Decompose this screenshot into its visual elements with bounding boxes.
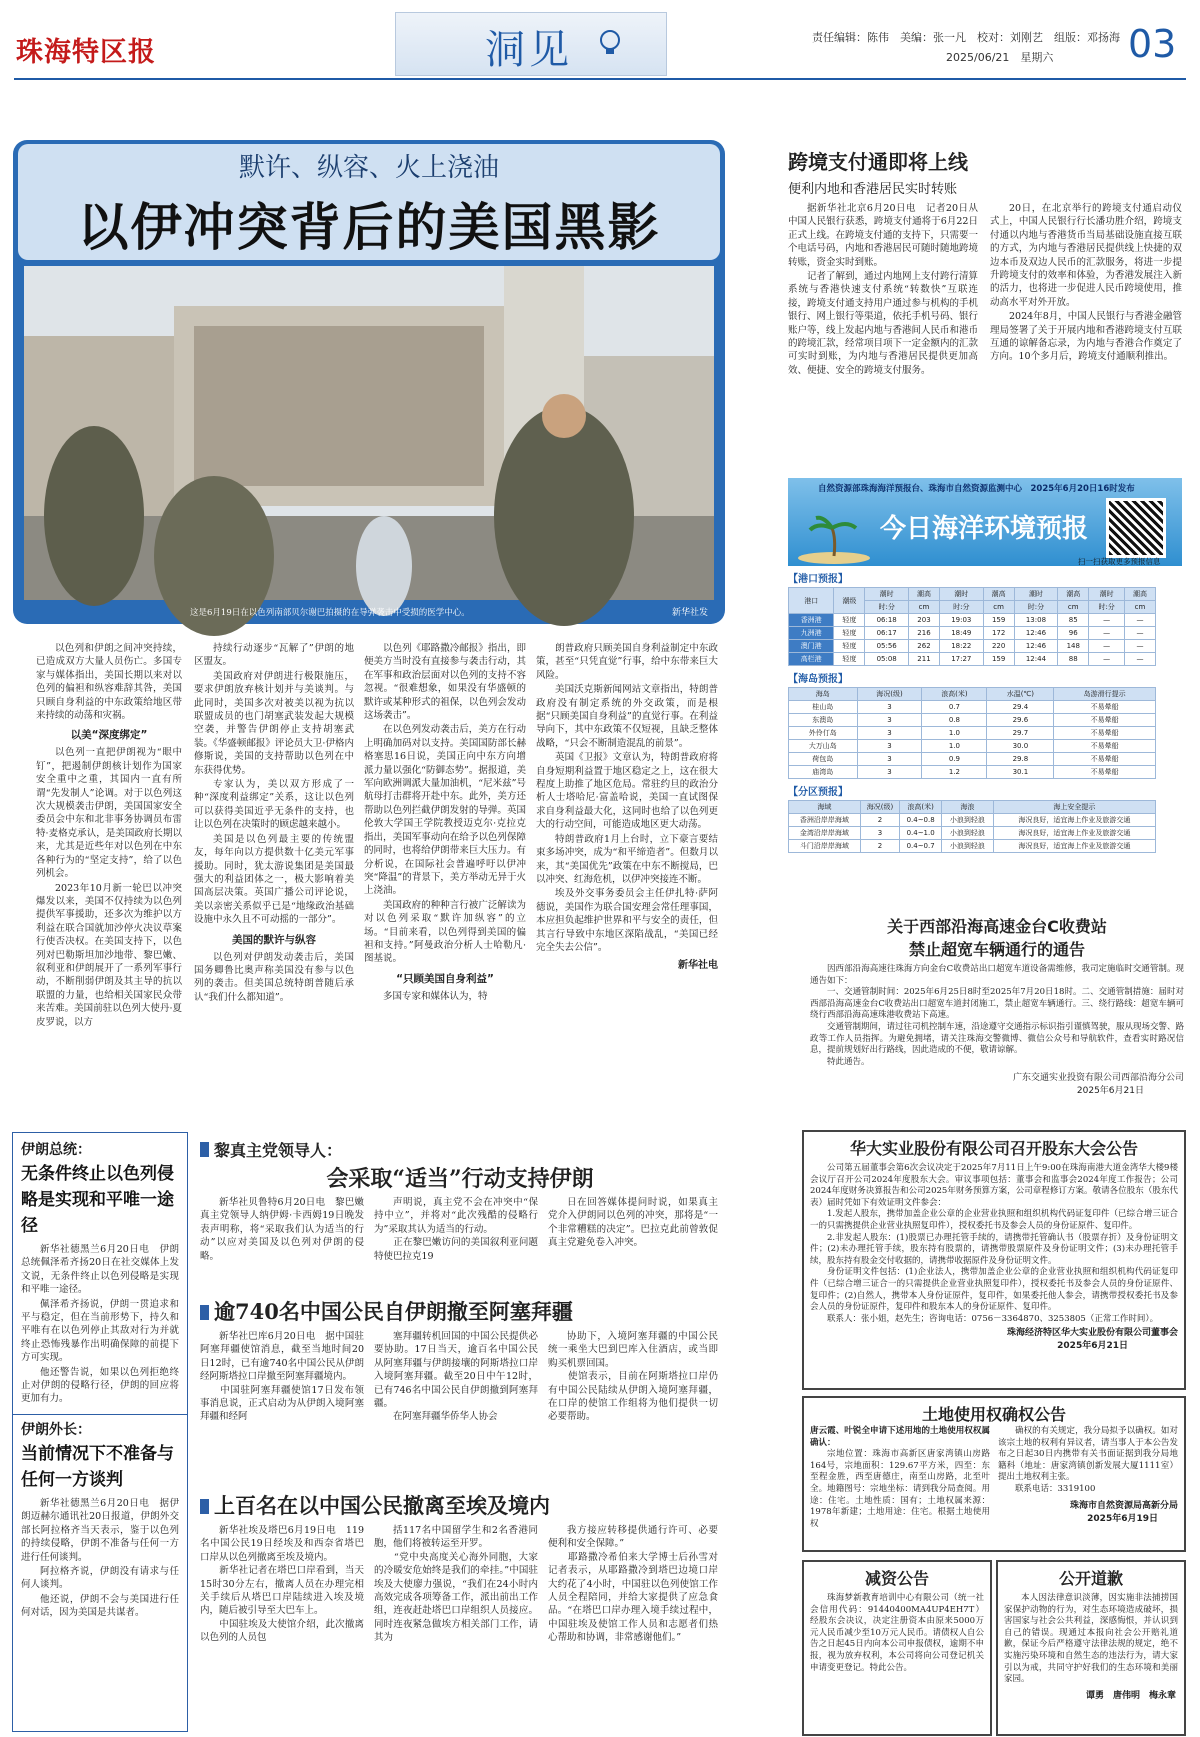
port-unit: cm <box>1058 601 1089 614</box>
lead-paragraph: 以色列对伊朗发动袭击后，美国国务卿鲁比奥声称美国没有参与以色列的袭击。但美国总统特朗普随后承认“我们什么都知道”。 <box>194 951 354 1003</box>
sidebar-paragraph: 阿拉格齐说，伊朗没有请求与任何人谈判。 <box>21 1565 179 1591</box>
notice-signer: 谭勇 唐伟明 梅永章 <box>1085 1690 1176 1701</box>
port-row <box>789 653 1156 666</box>
land-notice <box>802 1396 1186 1552</box>
lead-photo <box>24 266 714 600</box>
island-row <box>789 727 1156 740</box>
port-row-cell: 203 <box>909 614 940 627</box>
port-row-cell: 159 <box>983 653 1014 666</box>
lead-column-2 <box>194 642 354 1120</box>
port-col-header: 潮高 <box>1125 588 1156 601</box>
news3-headline <box>200 1490 720 1520</box>
shareholder-notice <box>802 1130 1186 1390</box>
lightbulb-icon <box>595 28 625 62</box>
zone-col-header: 海况(级) <box>860 801 899 814</box>
payment-paragraph: 记者了解到，通过内地网上支付跨行清算系统与香港快速支付系统“转数快”互联连接，跨境支付通支持用户通过参与机构的手机银行、网上银行等渠道，依托手机号码、银行账户等，线上发起内地与香港间人民币和港币的跨境汇款，经常项目项下一定金额内的汇款可实时到账，为内地与香港居民提供更加高效、便捷、安全的跨境支付服务。 <box>788 271 979 376</box>
island-row-cell: 3 <box>857 701 922 714</box>
port-row-name: 九洲港 <box>789 627 834 640</box>
port-row-cell: 172 <box>983 627 1014 640</box>
notice-paragraph: 珠海梦新教育培训中心有限公司（统一社会信用代码：91440400MA4UP4EH7T）经股东会决议，决定注册资本由原来5000万元人民币减少至10万元人民币。请债权人自公告之日起45日内向本公司申报债权，逾期不申报，视为放弃权利，本公司将向公司登记机关申请变更登记。特此公告。 <box>810 1593 984 1673</box>
editor-credits: 责任编辑：陈伟 美编：张一凡 校对：刘刚艺 组版：邓扬海 <box>812 31 1120 44</box>
issue-date: 2025/06/21 星期六 <box>946 51 1054 64</box>
sidebar-paragraph: 他还警告说，如果以色列拒绝终止对伊朗的侵略行径，伊朗的回应将更加有力。 <box>21 1366 179 1405</box>
zone-row-cell: 0.4~0.8 <box>900 814 942 827</box>
ocean-title: 今日海洋环境预报 <box>880 514 1089 544</box>
island-row-cell: 不易晕船 <box>1054 740 1156 753</box>
port-row-cell: — <box>1089 640 1125 653</box>
news2-headline-text: 逾740名中国公民自伊朗撤至阿塞拜疆 <box>214 1299 573 1324</box>
port-col-header: 潮时 <box>1089 588 1125 601</box>
port-col-header: 潮时 <box>939 588 983 601</box>
news3-headline-text: 上百名在以中国公民撤离至埃及境内 <box>214 1493 550 1518</box>
port-row-cell: 85 <box>1058 614 1089 627</box>
lead-paragraph: 英国《卫报》文章认为，特朗普政府将自身短期利益置于地区稳定之上，这在很大程度上助推了地区危局。常驻约旦的政治分析人士塔哈尼·富盖哈说，美国一直试图保求自身利益最大化，这同时也给了以色列更大的行动空间，可能造成地区更大动荡。 <box>536 752 718 831</box>
port-row <box>789 627 1156 640</box>
apology-title: 公开道歉 <box>1058 1569 1123 1588</box>
island-row-cell: 30.1 <box>987 766 1054 779</box>
port-row-cell: — <box>1089 653 1125 666</box>
port-forecast-label: 【港口预报】 <box>788 574 848 585</box>
lead-paragraph: 朗普政府只顾美国自身利益制定中东政策，甚至“只凭直觉”行事，给中东带来巨大风险。 <box>536 643 718 681</box>
zone-col-header: 海上安全提示 <box>993 801 1155 814</box>
news2-column <box>548 1330 718 1478</box>
island-row-cell: 不易晕船 <box>1054 766 1156 779</box>
lead-paragraph: 特朗普政府1月上台时，立下豪言要结束多场冲突，成为“和平缔造者”。但数月以来，其“美国优先”政策在中东不断搅局，巴以冲突、红海危机，以伊冲突接连不断。 <box>536 833 718 885</box>
lead-paragraph: 持续行动逐步“瓦解了”伊朗的地区盟友。 <box>194 643 354 668</box>
capital-reduction-title: 减资公告 <box>864 1569 929 1588</box>
island-row-cell: 0.9 <box>922 753 987 766</box>
port-row-cell: 05:08 <box>865 653 909 666</box>
port-col-header: 潮高 <box>909 588 940 601</box>
zone-forecast-table <box>788 800 1156 853</box>
port-row-cell: 159 <box>983 614 1014 627</box>
news2-headline <box>200 1296 720 1326</box>
masthead <box>0 0 1200 82</box>
news1-column <box>200 1196 364 1290</box>
island-forecast-table <box>788 687 1156 779</box>
news1-kicker <box>200 1138 342 1161</box>
port-unit: cm <box>983 601 1014 614</box>
news-paragraph: 声明说，真主党不会在冲突中“保持中立”，并将对“此次残酷的侵略行为”采取其认为适当的行动。 正在黎巴嫩访问的美国叙利亚问题特使巴拉克19 <box>374 1197 538 1262</box>
port-unit: 时:分 <box>865 601 909 614</box>
section-bar-icon <box>200 1305 209 1320</box>
notice-date: 2025年6月21日 <box>1057 1341 1128 1352</box>
notice-date: 2025年6月21日 <box>1076 1086 1144 1097</box>
notice-paragraph: 身份证明文件包括：(1)企业法人，携带加盖企业公章的企业营业执照和组织机构代码证复印件（已综合增三证合一的只需提供企业营业执照复印件），授权委托书及参会人员的身份证原件、复印件；(2)自然人，携带本人身份证原件，复印件，如果委托他人参会，请携带授权委托书及参会人员的身份证原件，复印件和股东本人的身份证原件、复印件。 <box>810 1267 1178 1313</box>
news3-column <box>200 1524 364 1730</box>
notice-paragraph: 因西部沿海高速往珠海方向金台C收费站出口超宽车道设备需维修，我司定施临时交通管制。现通告如下： <box>810 964 1184 986</box>
port-row-cell: 18:49 <box>939 627 983 640</box>
port-row-cell: 148 <box>1058 640 1089 653</box>
sidebar-paragraph: 佩泽希齐扬说，伊朗一贯追求和平与稳定，但在当前形势下，持久和平唯有在以色列停止其敌对行为并就终止恐怖残暴作出明确保障的前提下方可实现。 <box>21 1298 179 1364</box>
island-row <box>789 701 1156 714</box>
sidebar-paragraph: 他还说，伊朗不会与美国进行任何对话，因为美国是共谋者。 <box>21 1593 179 1619</box>
notice-paragraph: 公司第五届董事会第6次会议决定于2025年7月11日上午9:00在珠海南港大道金湾华大楼9楼会议厅召开公司2024年度股东大会。审议事项包括：董事会和监事会2024年度工作报告；公司2024年度财务决算报告和公司2025年财务预算方案，公司章程修订方案。敬请各位股东（股东代表）届时凭如下有效证明文件参会： <box>810 1163 1178 1208</box>
news3-column <box>548 1524 718 1730</box>
payment-column-1 <box>788 202 978 434</box>
port-row-cell: 12:46 <box>1014 640 1058 653</box>
news-paragraph: 括117名中国留学生和2名香港同胞，他们将被转运至开罗。 “党中央高度关心海外同胞，大家的冷暖安危始终是我们的牵挂。”中国驻埃及大使廖力强说，“我们在24小时内高效完成各项筹备工作，派出前出工作组，连夜赶赴塔巴口岸组织人员接应。同时连夜紧急做埃方相关部门工作，请其为 <box>374 1525 538 1644</box>
island-col-header: 岛游滑行提示 <box>1054 688 1156 701</box>
port-row-cell: 轻度 <box>834 653 865 666</box>
lead-subhead: 以美“深度绑定” <box>70 729 148 742</box>
island-row-cell: 不易晕船 <box>1054 727 1156 740</box>
port-row-cell: 220 <box>983 640 1014 653</box>
zone-row-cell: 海况良好，适宜海上作业及旅游交通 <box>993 814 1155 827</box>
port-row-name: 高栏港 <box>789 653 834 666</box>
notice-paragraph: 交通管制期间，请过往司机控制车速，沿途遵守交通指示标识指引谨慎驾驶，服从现场交警、路政等工作人员指挥。为避免拥堵，请关注珠海交警微博、微信公众号和导航软件，查看实时路况信息，提前规划好出行路线，因此造成的不便，敬请谅解。 <box>810 1021 1185 1056</box>
zone-row-name: 香洲沿岸岸海域 <box>789 814 861 827</box>
island-row-cell: 0.7 <box>922 701 987 714</box>
zone-row-cell: 小浪到轻浪 <box>942 827 994 840</box>
port-row-cell: 17:27 <box>939 653 983 666</box>
qr-code-icon[interactable] <box>1106 498 1166 558</box>
port-row-cell: 13:08 <box>1014 614 1058 627</box>
port-col-header: 潮时 <box>1014 588 1058 601</box>
payment-paragraph: 20日，在北京举行的跨境支付通启动仪式上，中国人民银行行长潘功胜介绍，跨境支付通以内地与香港货币当局基础设施直接互联的方式，为内地与香港居民提供线上快捷的双边本币及双边人民币的汇款服务，将进一步提升跨境支付的效率和体验，为香港发展注入新的活力，也将进一步促进人民币跨境使用，推动高水平对外开放。 <box>990 203 1182 308</box>
lead-paragraph: 美国政府的种种言行被广泛解读为对以色列采取“默许加纵容”的立场。“目前来看，以色列得到美国的偏袒和支持。”阿曼政治分析人士哈勒凡·图基说。 <box>364 899 526 965</box>
qr-caption: 扫一扫获取更多预报信息 <box>1078 557 1161 566</box>
zone-row-cell: 小浪到轻浪 <box>942 840 994 853</box>
port-row-cell: — <box>1089 614 1125 627</box>
island-row-cell: 3 <box>857 727 922 740</box>
notice-paragraph: 确权的有关规定，我分局拟予以确权。如对该宗土地的权利有异议者，请当事人于本公告发布之日起30日内携带有关书面证据到我分局地籍科（地址：唐家湾镇创新发展大厦1111室）提出土地权利主张。 联系电话：3319100 <box>998 1426 1178 1494</box>
port-row-cell: — <box>1125 653 1156 666</box>
port-row-cell: 18:22 <box>939 640 983 653</box>
lead-kicker: 默许、纵容、火上浇油 <box>238 153 499 183</box>
page-number: 03 <box>1128 22 1177 66</box>
port-unit: cm <box>909 601 940 614</box>
lead-paragraph: 专家认为，美以双方形成了一种“深度利益绑定”关系，这让以色列可以获得美国近乎无条件的支持，也让以色列在决策时的顾虑越来越小。 <box>194 779 354 831</box>
zone-row-name: 金湾沿岸岸海域 <box>789 827 861 840</box>
port-row-cell: 88 <box>1058 653 1089 666</box>
port-row-name: 香洲港 <box>789 614 834 627</box>
port-col-header: 潮级 <box>834 588 865 614</box>
lead-photo-caption: 这是6月19日在以色列南部贝尔谢巴拍摄的在导弹袭击中受损的医学中心。 <box>190 608 470 618</box>
notice-signer: 珠海经济特区华大实业股份有限公司董事会 <box>1006 1328 1178 1339</box>
zone-row-cell: 2 <box>860 814 899 827</box>
news-paragraph: 新华社埃及塔巴6月19日电 119名中国公民19日经埃及和西奈省塔巴口岸从以色列撤离至埃及境内。 新华社记者在塔巴口岸看到，当天15时30分左右，撤离人员在办理完相关手续后从塔巴口岸陆续进入埃及境内，随后被引导至大巴车上。 中国驻埃及大使馆介绍，此次撤离以色列的人员包 <box>200 1525 364 1644</box>
zone-row-cell: 海况良好，适宜海上作业及旅游交通 <box>993 827 1155 840</box>
port-col-header: 港口 <box>789 588 834 614</box>
island-row-cell: 3 <box>857 714 922 727</box>
island-row-name: 东澳岛 <box>789 714 858 727</box>
payment-paragraph: 据新华社北京6月20日电 记者20日从中国人民银行获悉，跨境支付通将于6月22日正式上线。在跨境支付通的支持下，只需要一个电话号码，内地和香港居民可随时随地跨境转账，资金实时到账。 <box>788 203 979 268</box>
lead-paragraph: 以色列和伊朗之间冲突持续，已造成双方大量人员伤亡。多国专家与媒体指出，美国长期以来对以色列的偏袒和纵容难辞其咎，美国只顾自身利益的中东政策给地区带来持续的动荡和灾祸。 <box>36 643 182 722</box>
port-col-header: 潮时 <box>865 588 909 601</box>
port-row-cell: 262 <box>909 640 940 653</box>
zone-col-header: 海浪 <box>942 801 994 814</box>
news-paragraph: 塞拜疆转机回国的中国公民提供必要协助。17日当天，逾百名中国公民从阿塞拜疆与伊朗接壤的阿斯塔拉口岸入境阿塞拜疆。截至20日中午12时，已有746名中国公民自伊朗撤到阿塞拜疆。 在阿塞拜疆华侨华人协会 <box>374 1331 538 1423</box>
island-row-cell: 1.0 <box>922 740 987 753</box>
port-unit: 时:分 <box>1089 601 1125 614</box>
news3-column <box>374 1524 538 1730</box>
news-paragraph: 我方接应转移提供通行许可、必要便利和安全保障。” 耶路撒冷希伯来大学博士后孙雪对记者表示，从耶路撒冷到塔巴边境口岸大约花了4小时，中国驻以色列使馆工作人员全程陪同，并给大家提供了应急食品。“在塔巴口岸办理入境手续过程中，中国驻埃及使馆工作人员和志愿者们热心帮助和协调，非常感谢他们。” <box>548 1525 718 1644</box>
paper-logo: 珠海特区报 <box>16 37 156 68</box>
island-icon <box>794 512 874 564</box>
zone-row-cell: 小浪到轻浪 <box>942 814 994 827</box>
port-unit: 时:分 <box>1014 601 1058 614</box>
capital-reduction-notice <box>802 1560 992 1736</box>
island-row-cell: 29.6 <box>987 714 1054 727</box>
zone-col-header: 浪高(米) <box>900 801 942 814</box>
news-paragraph: 新华社贝鲁特6月20日电 黎巴嫩真主党领导人纳伊姆·卡西姆19日晚发表声明称，将“采取我们认为适当的行动”以应对美国及以色列对伊朗的侵略。 <box>200 1197 364 1262</box>
island-forecast-label: 【海岛预报】 <box>788 674 848 685</box>
island-row-name: 庙湾岛 <box>789 766 858 779</box>
sidebar-headline: 无条件终止以色列侵略是实现和平唯一途径 <box>21 1164 174 1236</box>
section-bar-icon <box>200 1499 209 1514</box>
island-col-header: 海岛 <box>789 688 858 701</box>
zone-row-cell: 0.4~1.0 <box>900 827 942 840</box>
sidebar-paragraph: 新华社德黑兰6月20日电 据伊朗迈赫尔通讯社20日报道，伊朗外交部长阿拉格齐当天表示，鉴于以色列的持续侵略，伊朗不准备与任何一方进行任何谈判。 <box>21 1497 179 1563</box>
island-row-cell: 29.8 <box>987 753 1054 766</box>
lead-paragraph: 美国政府对伊朗进行极限施压，要求伊朗放弃核计划并与美谈判。与此同时，美国多次对被美以视为抗以联盟成员的也门胡塞武装发起大规模空袭，并警告伊朗停止支持胡塞武装。《华盛顿邮报》评论员大卫·伊格内修斯说，美国的支持帮助以色列在中东获得优势。 <box>194 670 354 776</box>
notice-paragraph: 1.发起人股东，携带加盖企业公章的企业营业执照和组织机构代码证复印件（已综合增三证合一的只需携提供企业营业执照复印件），授权委托书及参会人员的身份证原件、复印件。 <box>810 1209 1178 1231</box>
notice-paragraph: 一、交通管制时间：2025年6月25日8时至2025年7月20日18时。二、交通管制措施：届时对西部沿海高速金台C收费站出口超宽车道封闭施工，禁止超宽车辆通行。三、绕行路线：超宽车辆可绕行西部沿海高速珠港收费站下高速。 <box>810 987 1184 1021</box>
notice-signer: 珠海市自然资源局高新分局 <box>1069 1500 1178 1511</box>
news1-kicker-text: 黎真主党领导人： <box>214 1141 343 1160</box>
sidebar-headline: 当前情况下不准备与任何一方谈判 <box>21 1443 174 1490</box>
island-row-name: 外伶仃岛 <box>789 727 858 740</box>
lead-paragraph: 2023年10月新一轮巴以冲突爆发以来，美国不仅持续为以色列提供军事援助，还多次为维护以方利益在联合国就加沙停火决议草案行使否决权。在美国支持下，以色列对巴勒斯坦加沙地带、黎巴嫩、叙利亚和伊朗展开了一系列军事行动，不断削弱伊朗及其主导的抗以联盟的力量，也给相关国家民众带来苦难。美国前驻以色列大使丹·夏皮罗说，以方 <box>36 882 182 1028</box>
island-row-cell: 不易晕船 <box>1054 714 1156 727</box>
port-row-cell: 06:17 <box>865 627 909 640</box>
port-row-cell: 轻度 <box>834 627 865 640</box>
port-row-cell: — <box>1125 627 1156 640</box>
lead-paragraph: 以色列一直把伊朗视为“眼中钉”，把遏制伊朗核计划作为国家安全重中之重，其国内一直有所谓“先发制人”论调。对于以色列这次大规模袭击伊朗，美国国家安全委员会中东和北非事务协调员布雷特·麦格克承认，是美国政府长期以来，尤其是近些年对以色列在中东各种行为的“坚定支持”，给了以色列机会。 <box>36 747 182 880</box>
port-row-cell: — <box>1125 614 1156 627</box>
zone-row-cell: 0.4~0.7 <box>900 840 942 853</box>
island-row-cell: 0.8 <box>922 714 987 727</box>
ocean-banner <box>788 478 1182 566</box>
apology-notice <box>996 1560 1186 1736</box>
lead-paragraph: 在以色列发动袭击后，美方在行动上明确加码对以支持。美国国防部长赫格塞思16日说，美国正向中东方向增派力量以强化“防御态势”。据报道，美军向欧洲调派大量加油机，“尼米兹”号航母打击群将开赴中东。此外，美方还帮助以色列拦截伊朗发射的导弹。英国伦敦大学国王学院教授迈克尔·克拉克指出，美国军事动向在给予以色列保障的同时，也将给伊朗带来巨大压力。有分析说，在国际社会普遍呼吁以伊冲突“降温”的背景下，美方举动无异于火上浇油。 <box>364 724 526 897</box>
port-row <box>789 640 1156 653</box>
zone-row-cell: 3 <box>860 827 899 840</box>
traffic-notice-title: 关于西部沿海高速金台C收费站 <box>887 917 1107 936</box>
port-row-cell: 轻度 <box>834 640 865 653</box>
island-col-header: 水温(℃) <box>987 688 1054 701</box>
port-row-cell: 211 <box>909 653 940 666</box>
section-title: 洞见 <box>485 27 573 73</box>
news-paragraph: 日在回答媒体提问时说，如果真主党介入伊朗同以色列的冲突，那将是“一个非常糟糕的决定”。巴拉克此前曾敦促真主党避免卷入冲突。 <box>548 1197 718 1249</box>
sidebar-paragraph: 新华社德黑兰6月20日电 伊朗总统佩泽希齐扬20日在社交媒体上发文说，无条件终止以色列侵略是实现和平唯一途径。 <box>21 1244 179 1296</box>
payment-column-2 <box>990 202 1182 434</box>
notice-paragraph: 2.非发起人股东：(1)股票已办理托管手续的，请携带托管确认书（股票存折）及身份证明文件；(2)未办理托管手续，股东持有股票的，请携带股票原件及身份证明文件；(3)未办理托管手续，股东持有股金交付收据的，请携带收据原件及身份证明文件。 <box>810 1232 1178 1266</box>
port-row-cell: 19:03 <box>939 614 983 627</box>
lead-column-3 <box>364 642 526 1120</box>
news2-column <box>200 1330 364 1478</box>
island-row <box>789 766 1156 779</box>
section-bar-icon <box>200 1142 209 1157</box>
lead-paragraph: 埃及外交事务委员会主任伊扎特·萨阿德说，美国作为联合国安理会常任理事国，本应担负起维护世界和平与安全的责任，但其言行导致中东地区深陷战乱，“美国已经完全失去公信”。 <box>536 888 718 953</box>
island-row-name: 大万山岛 <box>789 740 858 753</box>
sidebar-label: 伊朗总统： <box>21 1142 91 1158</box>
lead-subhead: “只顾美国自身利益” <box>396 972 494 985</box>
port-row-name: 澳门港 <box>789 640 834 653</box>
sidebar-box <box>12 1132 188 1732</box>
zone-row-cell: 海况良好，适宜海上作业及旅游交通 <box>993 840 1155 853</box>
island-row <box>789 714 1156 727</box>
island-row-name: 荷包岛 <box>789 753 858 766</box>
payment-subhead: 便利内地和香港居民实时转账 <box>788 182 958 197</box>
lead-column-4 <box>536 642 718 1120</box>
island-row-cell: 30.0 <box>987 740 1054 753</box>
port-row-cell: — <box>1125 640 1156 653</box>
news1-column <box>374 1196 538 1290</box>
payment-headline: 跨境支付通即将上线 <box>788 150 968 174</box>
zone-row <box>789 840 1156 853</box>
island-row-cell: 3 <box>857 740 922 753</box>
lead-paragraph: 以色列《耶路撒冷邮报》指出，即便美方当时没有直接参与袭击行动，其在军事和政治层面对以色列的支持不容忽视。“很难想象，如果没有华盛顿的默许或某种形式的祖保，以色列会发动这场袭击”。 <box>364 643 526 722</box>
land-notice-title: 土地使用权确权公告 <box>921 1405 1066 1424</box>
island-row <box>789 753 1156 766</box>
port-row-cell: 轻度 <box>834 614 865 627</box>
zone-row-name: 斗门沿岸岸海域 <box>789 840 861 853</box>
port-forecast-table <box>788 587 1156 666</box>
notice-paragraph: 特此通告。 <box>827 1056 870 1067</box>
island-col-header: 浪高(米) <box>922 688 987 701</box>
island-row-cell: 不易晕船 <box>1054 701 1156 714</box>
port-unit: cm <box>1125 601 1156 614</box>
notice-signer: 广东交通实业投资有限公司西部沿海分公司 <box>1012 1073 1184 1084</box>
sidebar-label: 伊朗外长： <box>21 1421 91 1438</box>
island-row-name: 桂山岛 <box>789 701 858 714</box>
news-paragraph: 协助下，入境阿塞拜疆的中国公民统一乘坐大巴到巴库入住酒店，或当即购买机票回国。 使馆表示，目前在阿斯塔拉口岸仍有中国公民陆续从伊朗入境阿塞拜疆，在口岸的使馆工作组将为他们提供一切必要帮助。 <box>548 1331 718 1423</box>
lead-photo-credit: 新华社发 <box>672 608 709 618</box>
lead-subhead: 美国的默许与纵容 <box>232 933 316 946</box>
island-col-header: 海况(级) <box>857 688 922 701</box>
island-row-cell: 1.0 <box>922 727 987 740</box>
payment-paragraph: 2024年8月，中国人民银行与香港金融管理局签署了关于开展内地和香港跨境支付互联互通的谅解备忘录，为内地与香港合作奠定了方向。10个多月后，跨境支付通顺利推出。 <box>990 311 1182 363</box>
port-row-cell: 06:18 <box>865 614 909 627</box>
notice-paragraph: 宗地位置：珠海市高新区唐家湾镇山房路164号，宗地面积：129.67平方米，四至：东至程金胜，西至唐德庄，南至山房路，北至叶全。地籍图号：宗地坐标：请到我分局查阅。用途：住宅。土地性质：国有；土地权属来源：1978年新建；土地用途：住宅。根据土地使用权 <box>810 1449 990 1529</box>
masthead-rule <box>14 78 1186 80</box>
port-row-cell: — <box>1089 627 1125 640</box>
port-row-cell: 216 <box>909 627 940 640</box>
port-col-header: 潮高 <box>983 588 1014 601</box>
zone-forecast-label: 【分区预报】 <box>788 787 848 798</box>
lead-paragraph: 美国沃克斯新闻网站文章指出，特朗普政府没有制定系统的外交政策，而是根据“只顾美国自身利益”的直觉行事。在利益导向下，其中东政策不仅短视，且缺乏整体战略，“只会不断制造混乱的前景”。 <box>536 684 718 749</box>
shareholder-notice-title: 华大实业股份有限公司召开股东大会公告 <box>849 1139 1138 1158</box>
lead-paragraph: 美国是以色列最主要的传统盟友，每年向以方提供数十亿美元军事援助。同时，犹太游说集团是美国最强大的利益团体之一，极大影响着美国高层决策。英国广播公司评论说，美以亲密关系似乎已是“地缘政治基础设施中永久且不可动摇的一部分”。 <box>194 833 354 926</box>
lead-headline: 以伊冲突背后的美国黑影 <box>77 198 661 258</box>
port-row-cell: 12:44 <box>1014 653 1058 666</box>
zone-row <box>789 827 1156 840</box>
zone-col-header: 海域 <box>789 801 861 814</box>
port-unit: 时:分 <box>939 601 983 614</box>
news-paragraph: 新华社巴库6月20日电 据中国驻阿塞拜疆使馆消息，截至当地时间20日12时，已有逾740名中国公民从伊朗经阿斯塔拉口岸撤至阿塞拜疆境内。 中国驻阿塞拜疆使馆17日发布领事消息说，正式启动为从伊朗入境阿塞拜疆和经阿 <box>200 1331 364 1423</box>
traffic-notice-title: 禁止超宽车辆通行的通告 <box>908 940 1085 959</box>
port-row-cell: 12:46 <box>1014 627 1058 640</box>
island-row-cell: 29.7 <box>987 727 1054 740</box>
lead-paragraph: 多国专家和媒体认为，特 <box>383 990 488 1002</box>
notice-date: 2025年6月19日 <box>1087 1513 1158 1524</box>
island-row <box>789 740 1156 753</box>
sidebar-divider <box>13 1414 187 1415</box>
island-row-cell: 1.2 <box>922 766 987 779</box>
port-col-header: 潮高 <box>1058 588 1089 601</box>
island-row-cell: 29.4 <box>987 701 1054 714</box>
island-row-cell: 3 <box>857 766 922 779</box>
lead-column-1 <box>36 642 182 1120</box>
island-row-cell: 不易晕船 <box>1054 753 1156 766</box>
ocean-issuer: 自然资源部珠海海洋预报台、珠海市自然资源监测中心 2025年6月20日16时发布 <box>818 484 1135 494</box>
port-row-cell: 96 <box>1058 627 1089 640</box>
island-row-cell: 3 <box>857 753 922 766</box>
notice-paragraph: 唐云霞、叶锐全申请下述用地的土地使用权权属确认： <box>810 1426 990 1448</box>
notice-paragraph: 本人因法律意识淡薄，因实施非法捕捞国家保护动物的行为，对生态环境造成破坏，损害国家与社会公共利益，深感悔恨，并认识到自己的错误。现通过本报向社会公开赔礼道歉，保证今后严格遵守法律法规的规定，绝不实施污染环境和自然生态的违法行为，请大家引以为戒，共同守护好我们的生态环境和美丽家园。 <box>1004 1593 1178 1685</box>
zone-row <box>789 814 1156 827</box>
traffic-notice <box>810 910 1184 1114</box>
notice-paragraph: 联系人：张小姐，赵先生；咨询电话：0756－3364870、3253805（正常工作时间）。 <box>827 1313 1159 1324</box>
port-row-cell: 05:56 <box>865 640 909 653</box>
news1-headline: 会采取“适当”行动支持伊朗 <box>326 1166 594 1192</box>
port-row <box>789 614 1156 627</box>
news1-column <box>548 1196 718 1290</box>
ocean-forecast <box>788 478 1182 850</box>
news2-column <box>374 1330 538 1478</box>
lead-byline: 新华社电 <box>678 960 718 972</box>
zone-row-cell: 2 <box>860 840 899 853</box>
